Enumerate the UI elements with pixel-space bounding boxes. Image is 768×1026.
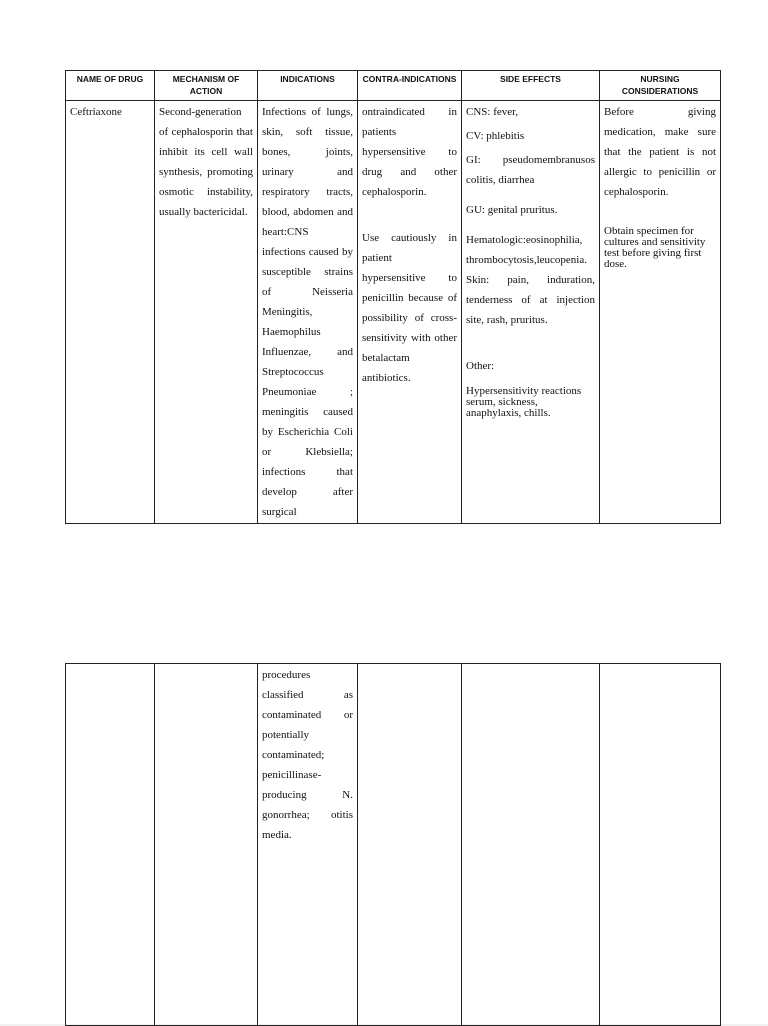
drug-table-page-1 — [65, 70, 721, 524]
header-indications: INDICATIONS — [258, 71, 358, 101]
nursing-considerations-cell-continued — [600, 664, 721, 1026]
indications-text: Infections of lungs, skin, soft tissue, bones, joints, urinary and respiratory tracts, blood, abdomen and heart:CNS infections caused by susceptible strains of Neisseria Meningitis, Haemophilus Influenzae, and Streptococcus Pneumoniae ; meningitis caused by Escherichia Coli or Klebsiella; infections that develop after surgical — [262, 106, 353, 518]
indications-cell-continued — [258, 664, 358, 1026]
header-contraindications: CONTRA-INDICATIONS — [358, 71, 462, 101]
side-effects-cell-continued — [462, 664, 600, 1026]
contraindication-text-1: ontraindicated in patients hypersensitive to drug and other cephalosporin. — [362, 106, 457, 198]
table-header-row — [66, 71, 721, 101]
side-effect-gu: GU: genital pruritus. — [466, 204, 558, 216]
table-row — [66, 664, 721, 1026]
mechanism-cell — [155, 101, 258, 524]
drug-table-page-2 — [65, 663, 721, 1026]
side-effect-cns: CNS: fever, — [466, 106, 519, 118]
drug-name-cell-continued — [66, 664, 155, 1026]
contraindications-cell-continued — [358, 664, 462, 1026]
header-nursing-considerations: NURSING CONSIDERATIONS — [600, 71, 721, 101]
indications-text-continued: procedures classified as contaminated or potentially contaminated; penicillinase-producing N. gonorrhea; otitis media. — [262, 669, 353, 841]
header-mechanism-of-action: MECHANISM OF ACTION — [155, 71, 258, 101]
nursing-considerations-cell — [600, 101, 721, 524]
side-effect-skin: Skin: pain, induration, tenderness of at injection site, rash, pruritus. — [466, 274, 595, 326]
side-effects-cell — [462, 101, 600, 524]
side-effect-gi: GI: pseudomembranusos colitis, diarrhea — [466, 154, 595, 186]
indications-cell — [258, 101, 358, 524]
header-name-of-drug: NAME OF DRUG — [66, 71, 155, 101]
drug-name-cell — [66, 101, 155, 524]
nursing-consideration-1: Before giving medication, make sure that the patient is not allergic to penicillin or cephalosporin. — [604, 106, 716, 198]
mechanism-cell-continued — [155, 664, 258, 1026]
side-effect-hematologic: Hematologic:eosinophilia, thrombocytosis,leucopenia. — [466, 234, 587, 266]
contraindication-text-2: Use cautiously in patient hypersensitive to penicillin because of possibility of cross-sensitivity with other betalactam antibiotics. — [362, 232, 457, 384]
side-effect-other-label: Other: — [466, 360, 495, 372]
table-row — [66, 101, 721, 524]
header-side-effects: SIDE EFFECTS — [462, 71, 600, 101]
drug-name: Ceftriaxone — [70, 106, 122, 118]
contraindications-cell — [358, 101, 462, 524]
mechanism-text: Second-generation of cephalosporin that inhibit its cell wall synthesis, promoting osmotic instability, usually bactericidal. — [159, 106, 253, 218]
side-effect-hypersensitivity: Hypersensitivity reactions serum, sickness, anaphylaxis, chills. — [466, 385, 582, 419]
side-effect-cv: CV: phlebitis — [466, 130, 525, 142]
nursing-consideration-2: Obtain specimen for cultures and sensitivity test before giving first dose. — [604, 225, 706, 270]
